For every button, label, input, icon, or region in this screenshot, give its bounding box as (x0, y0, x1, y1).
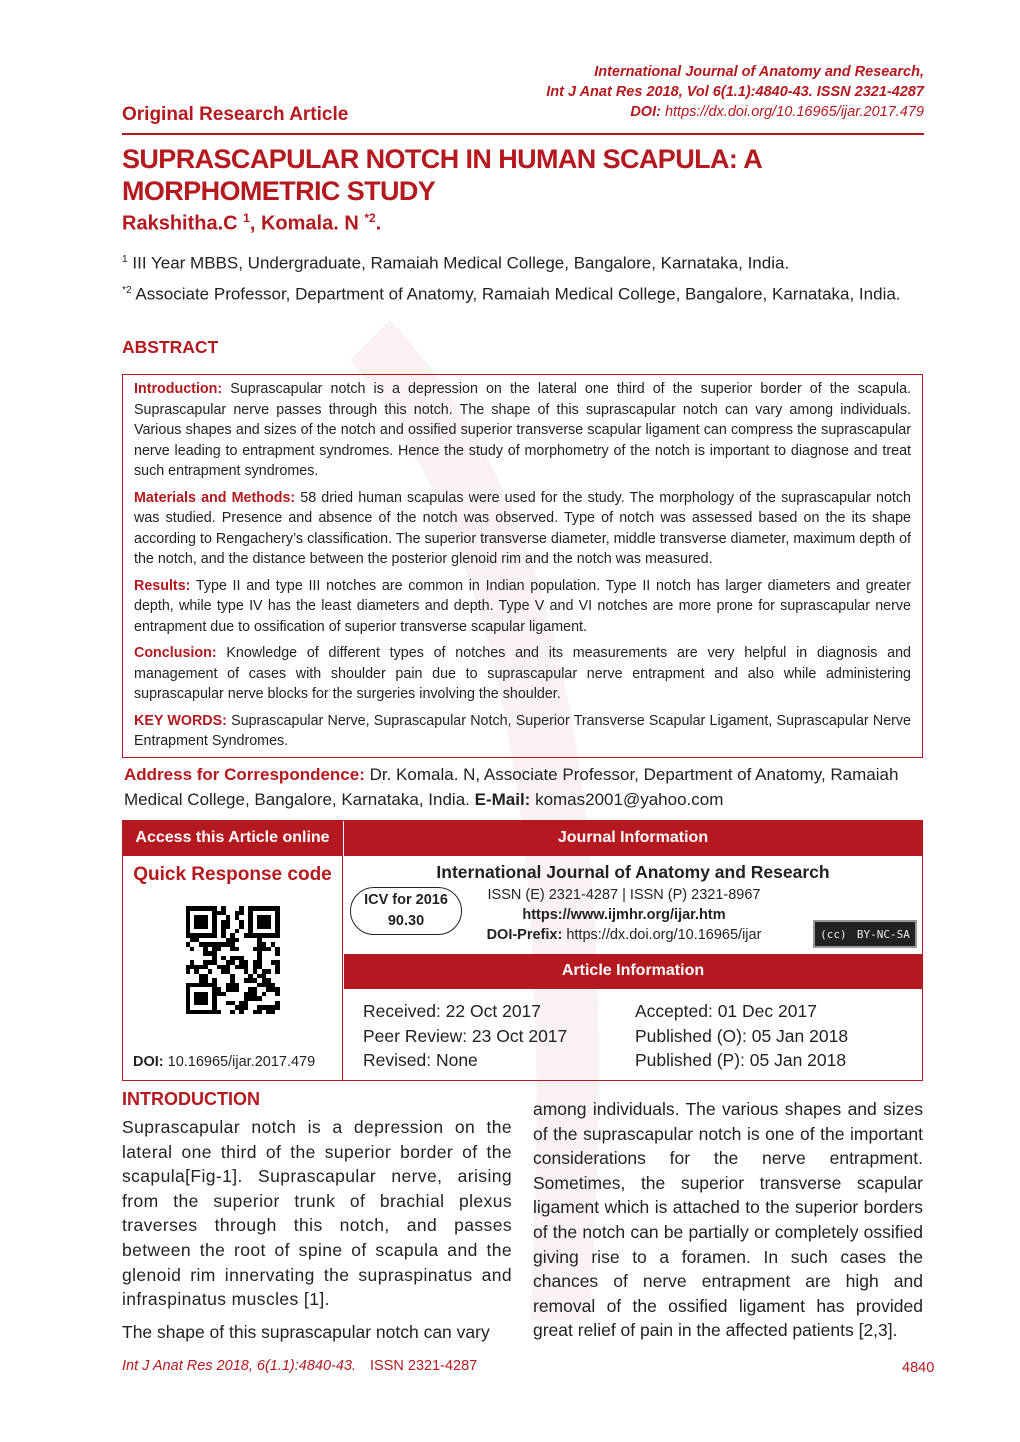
abstract-introduction: Introduction: Suprascapular notch is a depression on the lateral one third of the superior border of the scapula. Suprascapular nerve passes through this notch. The shape of this suprascapular notch can vary among individuals. Various shapes and sizes of the notch and ossified superior transverse scapular ligament can compress the suprascapular nerve leading to entrapment syndromes. Hence the study of morphometry of the notch is important to diagnose and treat such entrapment syndromes. (134, 381, 911, 479)
footer-citation: Int J Anat Res 2018, 6(1.1):4840-43. ISSN 2321-4287 (122, 1358, 478, 1374)
page-title: SUPRASCAPULAR NOTCH IN HUMAN SCAPULA: A MORPHOMETRIC STUDY (122, 144, 762, 206)
website-link[interactable]: https://www.ijmhr.org/ijar.htm (522, 907, 726, 923)
intro-column-right: among individuals. The various shapes and sizes of the suprascapular notch is one of the important considerations for the nerve entrapment. Sometimes, the superior transverse scapular ligament which is attached to the superior borders of the notch can be partially or completely ossified giving rise to a foramen. In such cases the chances of nerve entrapment are high and removal of the ossified ligament has provided great relief of pain in the affected patients [2,3]. (533, 1099, 923, 1341)
abstract-methods: Materials and Methods: 58 dried human scapulas were used for the study. The morphology of the suprascapular notch was studied. Presence and absence of the notch was observed. Type of notch was assessed based on the its shape according to Rengachery’s classification. The superior transverse diameter, middle transverse diameter, maximum depth of the notch, and the distance between the posterior glenoid rim and the notch was measured. (134, 489, 911, 567)
doi-link[interactable]: https://dx.doi.org/10.16965/ijar.2017.479 (664, 104, 924, 120)
abstract-keywords: KEY WORDS: Suprascapular Nerve, Suprascapular Notch, Superior Transverse Scapular Ligament, Suprascapular Nerve Entrapment Syndromes. (134, 712, 912, 749)
journal-info-header: Journal Information (344, 821, 922, 856)
article-info-header: Article Information (344, 954, 922, 989)
affiliation-2: $^{*2}$ Associate Professor, Department of Anatomy, Ramaiah Medical College, Bangalore, Karnataka, India. (122, 284, 901, 304)
journal-details: ISSN (E) 2321-4287 | ISSN (P) 2321-8967 https://www.ijmhr.org/ijar.htm DOI-Prefix: https://dx.doi.org/10.16965/ijar (464, 885, 784, 945)
article-dates: Received: 22 Oct 2017 Accepted: 01 Dec 2017 Peer Review: 23 Oct 2017 Published (O): 05 Jan 2018 Revised: None Published (P): 05 Jan 2018 (363, 1001, 849, 1070)
qr-code-icon[interactable] (186, 906, 280, 1014)
journal-name: International Journal of Anatomy and Research, (594, 64, 924, 80)
journal-name-full: International Journal of Anatomy and Research (436, 862, 830, 882)
cc-license-icon[interactable]: (cc) BY-NC-SA (813, 920, 917, 948)
issn: ISSN (E) 2321-4287 | ISSN (P) 2321-8967 (487, 887, 761, 903)
intro-column-left: Suprascapular notch is a depression on the lateral one third of the superior border of the scapula[Fig-1]. Suprascapular nerve, arising from the superior trunk of brachial plexus traverses through this notch, and passes between the root of spine of scapula and the glenoid rim innervating the supraspinatus and infraspinatus muscles [1]. The shape of this suprascapular notch can vary (122, 1117, 512, 1342)
journal-header (546, 62, 924, 122)
abstract-heading: ABSTRACT (122, 337, 219, 357)
authors: Rakshitha.C $^1$, Komala. N $^{*2}$. (122, 211, 382, 235)
access-header: Access this Article online (123, 821, 342, 856)
abstract-results: Results: Type II and type III notches are common in Indian population. Type II notch has larger diameters and greater depth, while type IV has the least diameters and depth. Type V and VI notches are more prone for suprascapular nerve entrapment due to ossification of superior transverse scapular ligament. (134, 577, 911, 635)
correspondence: Address for Correspondence: Dr. Komala. N, Associate Professor, Department of Anatomy, Ramaiah Medical College, Bangalore, Karnataka, India. E-Mail: komas2001@yahoo.com (124, 765, 899, 809)
abstract-box (122, 374, 923, 758)
email-link[interactable]: komas2001@yahoo.com (530, 790, 724, 809)
introduction-heading: INTRODUCTION (122, 1089, 260, 1109)
article-doi: DOI: 10.16965/ijar.2017.479 (133, 1054, 316, 1070)
affiliation-1: $^1$ III Year MBBS, Undergraduate, Ramaiah Medical College, Bangalore, Karnataka, India. (122, 253, 790, 273)
divider (122, 133, 924, 135)
article-info-table (122, 820, 923, 1081)
doi-label: DOI: (630, 104, 661, 120)
icv-badge: ICV for 2016 90.30 (350, 887, 462, 935)
article-type: Original Research Article (122, 104, 349, 125)
citation: Int J Anat Res 2018, Vol 6(1.1):4840-43. ISSN 2321-4287 (546, 84, 924, 100)
abstract-conclusion: Conclusion: Knowledge of different types of notches and its measurements are very helpful in diagnosis and management of cases with shoulder pain due to suprascapular nerve entrapment and also while administering suprascapular nerve blocks for the surgeries involving the shoulder. (134, 645, 911, 702)
page-number: 4840 (902, 1360, 935, 1376)
doi-prefix-link[interactable]: https://dx.doi.org/10.16965/ijar (562, 927, 762, 943)
qr-heading: Quick Response code (133, 864, 332, 885)
